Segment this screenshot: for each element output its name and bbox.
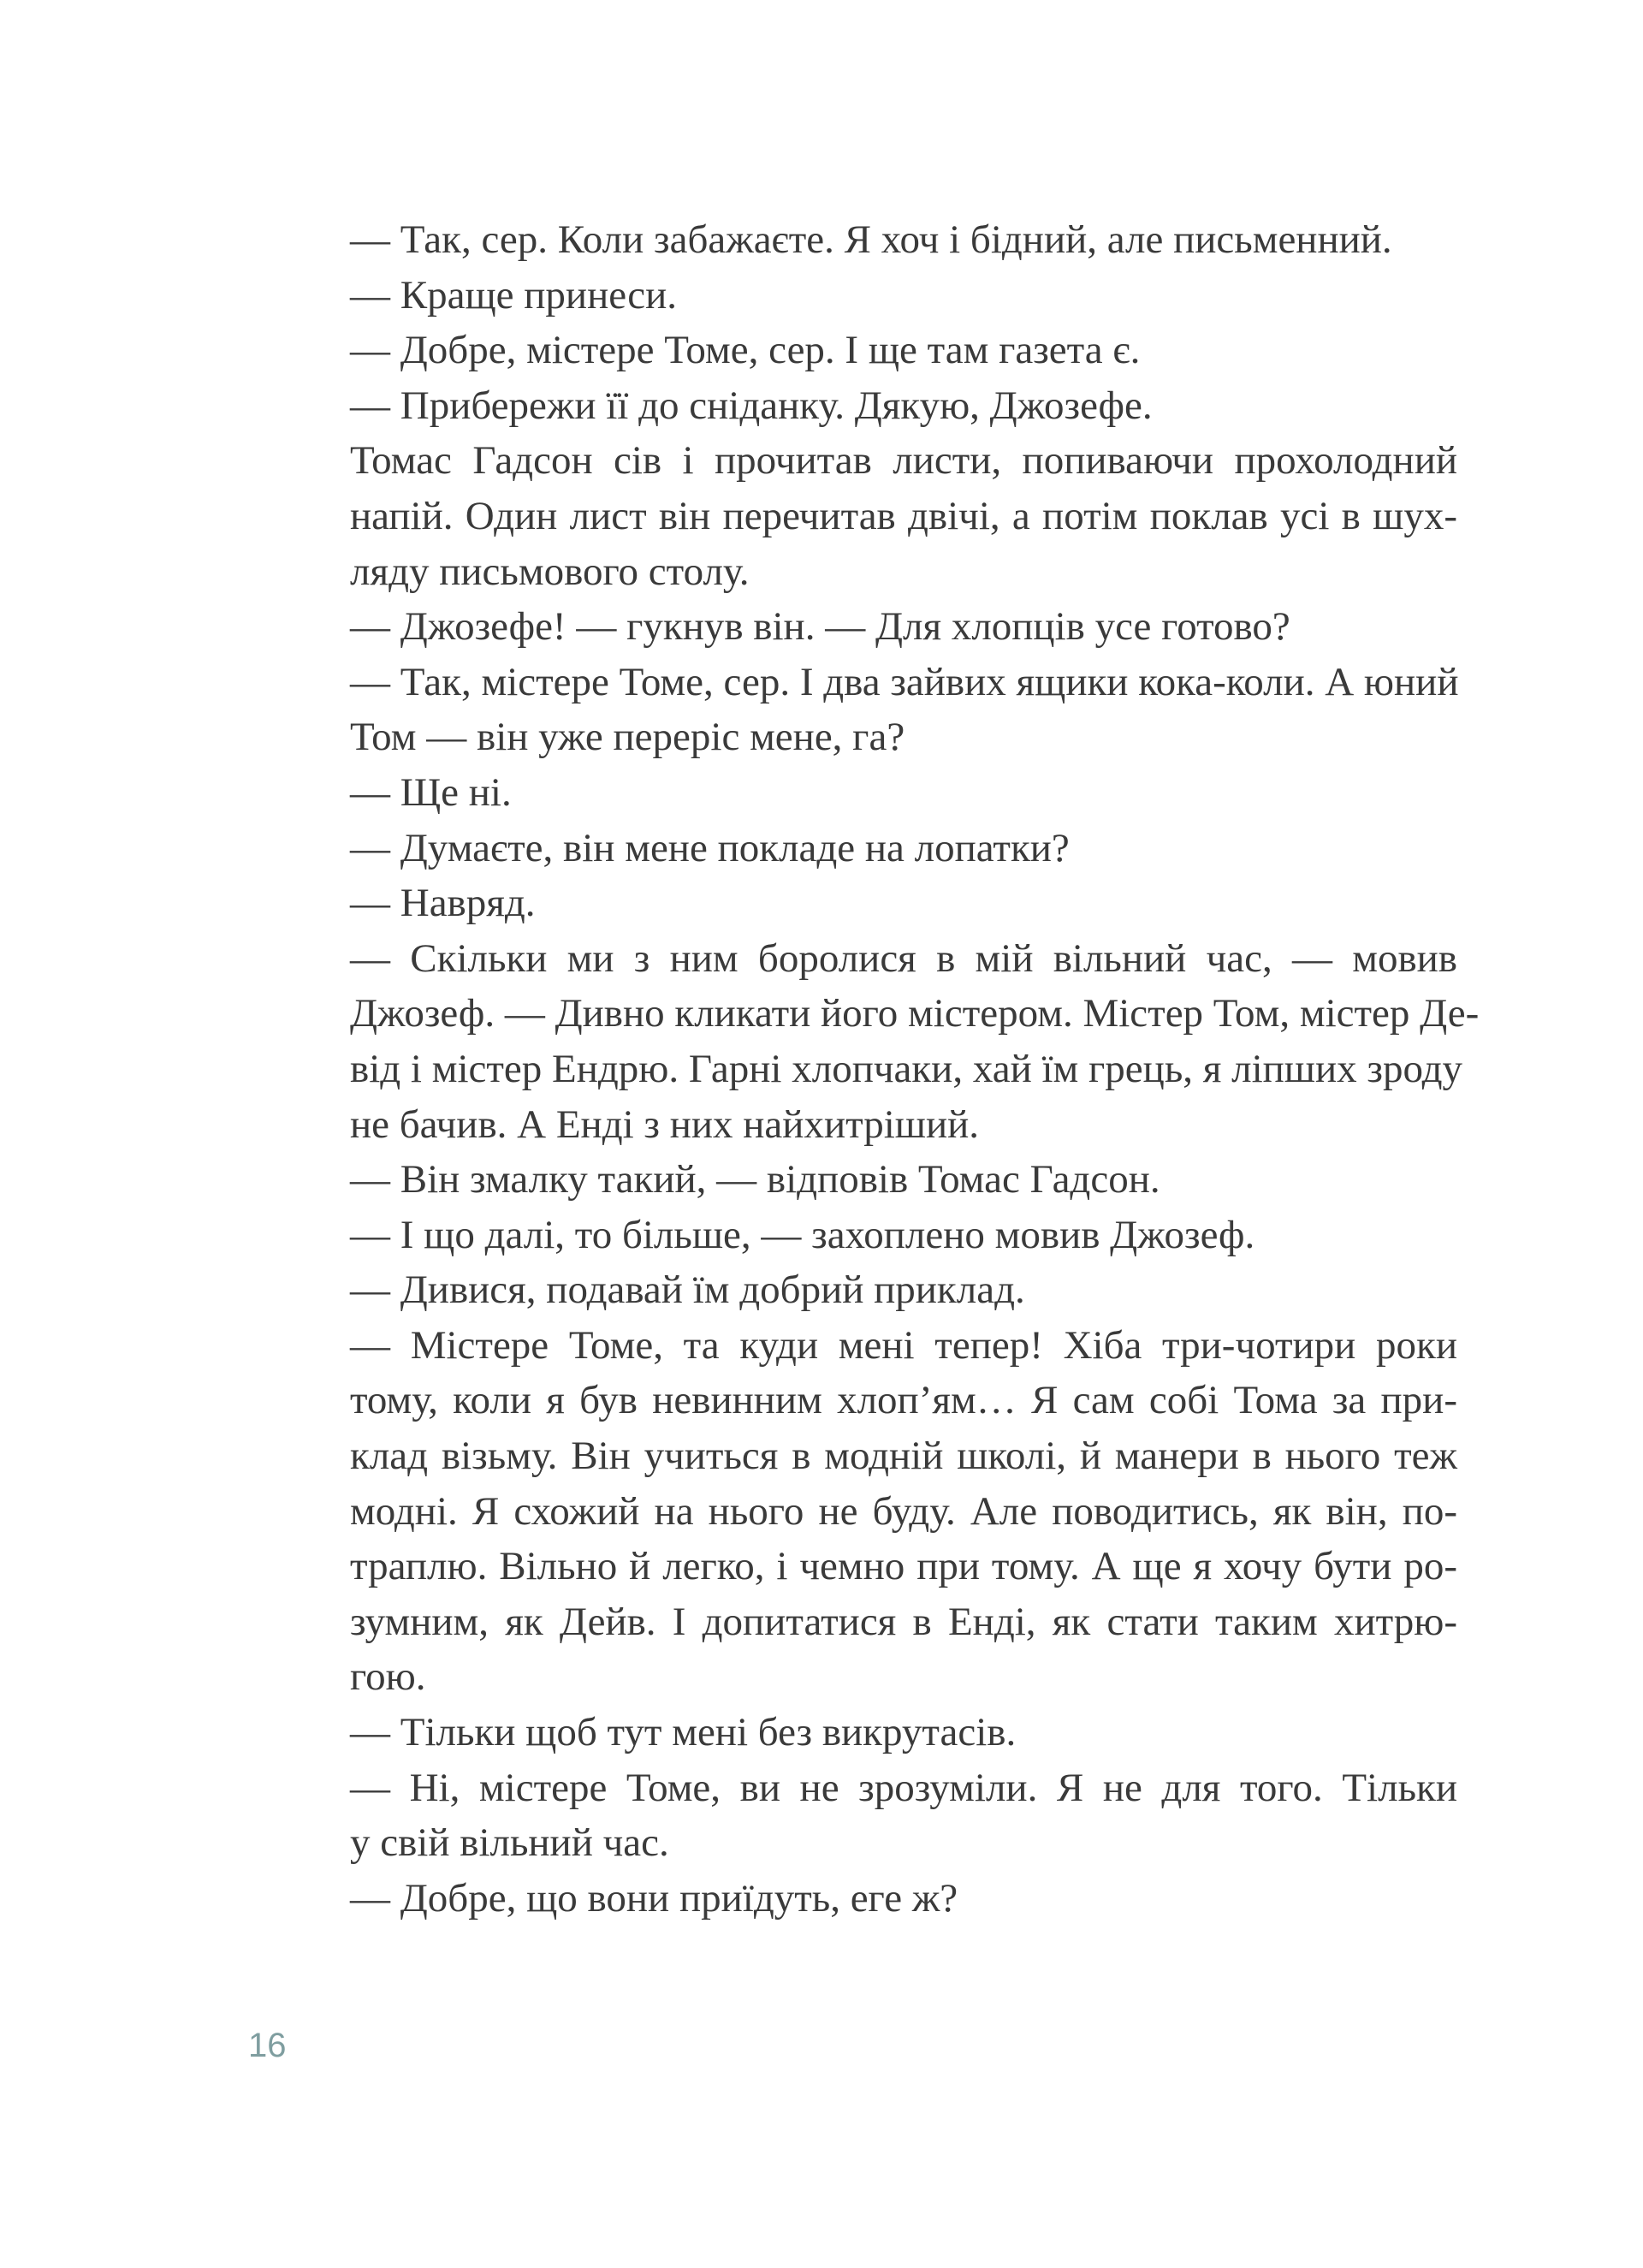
paragraph <box>305 1318 1457 1705</box>
text-line: — Думаєте, він мене покладе на лопатки? <box>350 825 1070 870</box>
text-line: зумним, як Дейв. І допитатися в Енді, як стати таким хитрю- <box>350 1599 1457 1644</box>
text-line: не бачив. А Енді з них найхитріший. <box>350 1101 980 1147</box>
text-line: гою. <box>350 1654 426 1700</box>
paragraph <box>305 433 1457 599</box>
text-line: тому, коли я був невинним хлоп’ям… Я сам собі Тома за при- <box>350 1378 1457 1423</box>
text-line: — Тільки щоб тут мені без викрутасів. <box>350 1710 1017 1755</box>
text-line: від і містер Ендрю. Гарні хлопчаки, хай їм грець, я ліпших зроду <box>350 1046 1463 1091</box>
text-line: — Добре, що вони приїдуть, еге ж? <box>350 1875 958 1921</box>
paragraph <box>305 212 1457 268</box>
paragraph <box>305 876 1457 931</box>
text-line: — Скільки ми з ним боролися в мій вільний час, — мовив <box>350 935 1457 981</box>
text-line: Том — він уже переріс мене, га? <box>350 715 905 760</box>
paragraph <box>305 1871 1457 1927</box>
paragraph <box>305 323 1457 378</box>
text-line: Томас Гадсон сів і прочитав листи, попиваючи прохолодний <box>350 438 1457 484</box>
text-line: — Так, містере Томе, сер. І два зайвих ящики кока-коли. А юний <box>350 659 1459 704</box>
paragraph <box>305 268 1457 324</box>
text-line: клад візьму. Він учиться в модній школі, й манери в нього теж <box>350 1434 1457 1479</box>
paragraph <box>305 1152 1457 1208</box>
paragraph <box>305 1760 1457 1871</box>
text-line: — Він змалку такий, — відповів Томас Гадсон. <box>350 1157 1160 1202</box>
text-line: — Ще ні. <box>350 769 512 815</box>
paragraph <box>305 599 1457 655</box>
text-line: — Так, сер. Коли забажаєте. Я хоч і бідний, але письменний. <box>350 217 1392 262</box>
text-line: — Прибережи її до сніданку. Дякую, Джозефе. <box>350 383 1153 428</box>
text-line: у свій вільний час. <box>350 1820 669 1866</box>
text-line: модні. Я схожий на нього не буду. Але поводитись, як він, по- <box>350 1488 1457 1534</box>
paragraph <box>305 821 1457 876</box>
text-line: — Ні, містере Томе, ви не зрозуміли. Я не для того. Тільки <box>350 1765 1457 1810</box>
paragraph <box>305 765 1457 821</box>
text-line: — Містере Томе, та куди мені тепер! Хіба три-чотири роки <box>350 1322 1457 1368</box>
text-line: напій. Один лист він перечитав двічі, а потім поклав усі в шух- <box>350 493 1457 538</box>
paragraph <box>305 378 1457 434</box>
text-line: — І що далі, то більше, — захоплено мовив Джозеф. <box>350 1212 1255 1257</box>
text-line: — Джозефе! — гукнув він. — Для хлопців усе готово? <box>350 604 1290 650</box>
text-line: — Краще принеси. <box>350 272 678 318</box>
paragraph <box>305 931 1480 1152</box>
paragraph <box>305 655 1457 765</box>
paragraph <box>305 1262 1457 1318</box>
text-line: — Дивися, подавай їм добрий приклад. <box>350 1268 1025 1313</box>
text-line: — Навряд. <box>350 881 536 926</box>
text-line: — Добре, містере Томе, сер. І ще там газета є. <box>350 328 1141 373</box>
paragraph <box>305 1208 1457 1263</box>
paragraph <box>305 1705 1457 1760</box>
text-line: траплю. Вільно й легко, і чемно при тому. А ще я хочу бути ро- <box>350 1544 1457 1589</box>
text-line: ляду письмового столу. <box>350 549 750 594</box>
text-line: Джозеф. — Дивно кликати його містером. Містер Том, містер Де- <box>350 991 1480 1036</box>
page-number: 16 <box>248 2027 287 2064</box>
body-text <box>305 212 1480 1926</box>
